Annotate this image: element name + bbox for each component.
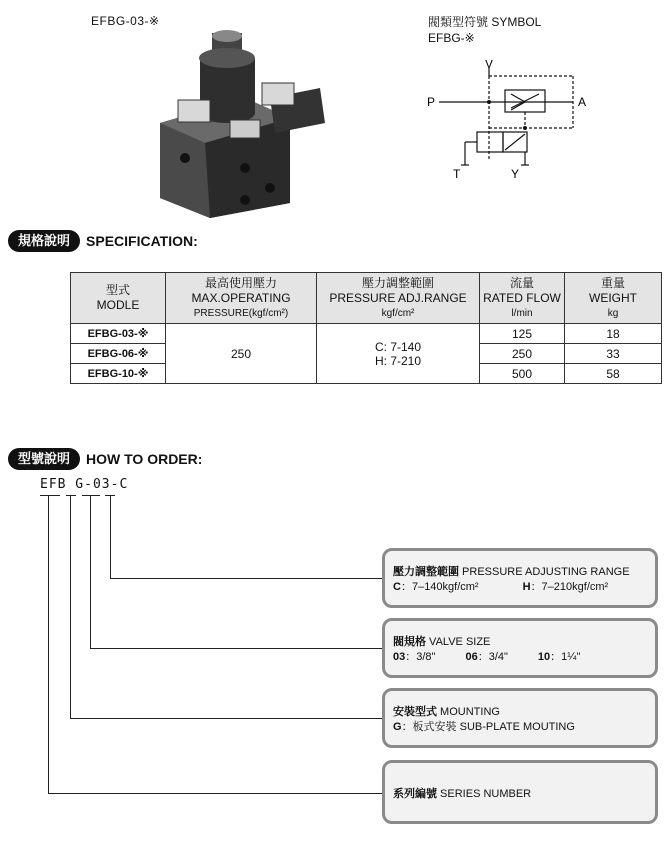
box-mounting-title — [393, 705, 647, 719]
range-h-item — [523, 579, 609, 595]
cell-max-pressure: 250 — [166, 324, 317, 384]
order-badge: 型號說明 — [8, 448, 80, 470]
col-header-model-l1: 型式 — [105, 283, 130, 297]
box-mounting-title-rest: MOUNTING — [437, 706, 500, 718]
cell-flow: 250 — [480, 344, 565, 364]
col-header-model — [71, 273, 166, 324]
cell-model: EFBG-06-※ — [71, 344, 166, 364]
order-heading — [8, 448, 202, 470]
range-h-key: H — [522, 581, 531, 593]
col-header-weight-l3: kg — [607, 307, 619, 319]
col-header-weight-l1: 重量 — [600, 275, 625, 290]
port-t-label: T — [453, 167, 461, 181]
cell-model: EFBG-03-※ — [71, 324, 166, 344]
box-valve-size-title-bold: 閥規格 — [393, 636, 426, 648]
port-p-label: P — [427, 95, 436, 109]
spec-title: SPECIFICATION: — [86, 233, 198, 249]
connector-size-vertical — [90, 495, 91, 648]
connector-size-horizontal — [90, 648, 383, 649]
size-06-item — [465, 649, 507, 665]
box-series-number — [382, 760, 658, 824]
col-header-pressure — [166, 273, 317, 324]
col-header-weight-l2: WEIGHT — [589, 290, 637, 305]
box-valve-size — [382, 618, 658, 678]
box-valve-size-title-rest: VALVE SIZE — [426, 636, 491, 648]
table-row — [71, 324, 662, 344]
col-header-range-l2: PRESSURE ADJ.RANGE — [329, 290, 467, 305]
range-c-key: C — [393, 581, 401, 593]
size-06-key: 06 — [465, 651, 478, 663]
valve-product-illustration — [150, 28, 330, 218]
col-header-flow — [480, 273, 565, 324]
mount-g-key: G — [393, 721, 402, 733]
cell-pressure-range — [317, 324, 480, 384]
range-h-value: ：7–210kgf/cm² — [530, 581, 609, 593]
box-series-number-title-rest: SERIES NUMBER — [437, 788, 532, 800]
code-underline-size — [82, 495, 100, 496]
size-03-value: ：3/8" — [405, 651, 436, 663]
col-header-model-l2: MODLE — [96, 298, 140, 312]
col-header-weight — [565, 273, 662, 324]
cell-weight: 18 — [565, 324, 662, 344]
connector-mount-horizontal — [70, 718, 383, 719]
code-underline-g — [66, 495, 76, 496]
col-header-pressure-l1: 最高使用壓力 — [204, 275, 277, 290]
box-pressure-range-title-rest: PRESSURE ADJUSTING RANGE — [459, 566, 630, 578]
range-h: H: 7-210 — [374, 353, 422, 368]
box-series-number-title — [393, 787, 647, 801]
box-series-number-title-bold: 系列編號 — [393, 788, 437, 800]
size-10-value: ：1¼" — [550, 651, 581, 663]
cell-weight: 33 — [565, 344, 662, 364]
box-valve-size-values — [393, 649, 647, 665]
box-pressure-range-title-bold: 壓力調整範圍 — [393, 566, 459, 578]
col-header-pressure-l2: MAX.OPERATING — [191, 290, 291, 305]
col-header-flow-l2: RATED FLOW — [483, 290, 561, 305]
size-03-item — [393, 649, 435, 665]
col-header-range-l1: 壓力調整範圍 — [361, 275, 434, 290]
box-valve-size-title — [393, 635, 647, 649]
code-underline-efb — [40, 495, 60, 496]
spec-header-row — [71, 273, 662, 324]
size-06-value: ：3/4" — [477, 651, 508, 663]
box-pressure-range — [382, 548, 658, 608]
hydraulic-symbol-diagram — [425, 60, 595, 185]
port-y-label: Y — [511, 167, 520, 181]
size-10-item — [538, 649, 580, 665]
mount-g-value: ：板式安裝 SUB-PLATE MOUTING — [401, 721, 575, 733]
spec-heading — [8, 230, 198, 252]
spec-table — [70, 272, 662, 384]
col-header-pressure-l3: PRESSURE(kgf/cm²) — [193, 307, 289, 319]
port-a-label: A — [578, 95, 587, 109]
box-mounting-values — [393, 719, 647, 735]
model-title: EFBG-03-※ — [91, 14, 160, 28]
connector-c-horizontal — [110, 578, 383, 579]
col-header-flow-l1: 流量 — [509, 275, 534, 290]
cell-flow: 125 — [480, 324, 565, 344]
port-v-label: V — [485, 60, 494, 71]
symbol-title-text: 閥類型符號 SYMBOL — [428, 15, 542, 29]
connector-series-horizontal — [48, 793, 383, 794]
range-c-value: ：7–140kgf/cm² — [400, 581, 479, 593]
col-header-flow-l3: l/min — [511, 307, 533, 319]
col-header-range — [317, 273, 480, 324]
spec-badge: 規格說明 — [8, 230, 80, 252]
cell-model: EFBG-10-※ — [71, 364, 166, 384]
col-header-range-l3: kgf/cm² — [381, 307, 415, 319]
order-code: EFB G-03-C — [40, 477, 129, 492]
connector-mount-vertical — [70, 495, 71, 718]
box-pressure-range-title — [393, 565, 647, 579]
size-03-key: 03 — [393, 651, 406, 663]
symbol-model-text: EFBG-※ — [428, 31, 475, 45]
box-mounting-title-bold: 安裝型式 — [393, 706, 437, 718]
connector-series-vertical — [48, 495, 49, 793]
box-mounting — [382, 688, 658, 748]
range-c: C: 7-140 — [374, 339, 422, 354]
connector-c-vertical — [110, 495, 111, 578]
range-c-item — [393, 579, 479, 595]
cell-flow: 500 — [480, 364, 565, 384]
box-pressure-range-values — [393, 579, 647, 595]
cell-weight: 58 — [565, 364, 662, 384]
order-title: HOW TO ORDER: — [86, 451, 203, 467]
symbol-title — [428, 14, 541, 46]
size-10-key: 10 — [537, 651, 551, 663]
